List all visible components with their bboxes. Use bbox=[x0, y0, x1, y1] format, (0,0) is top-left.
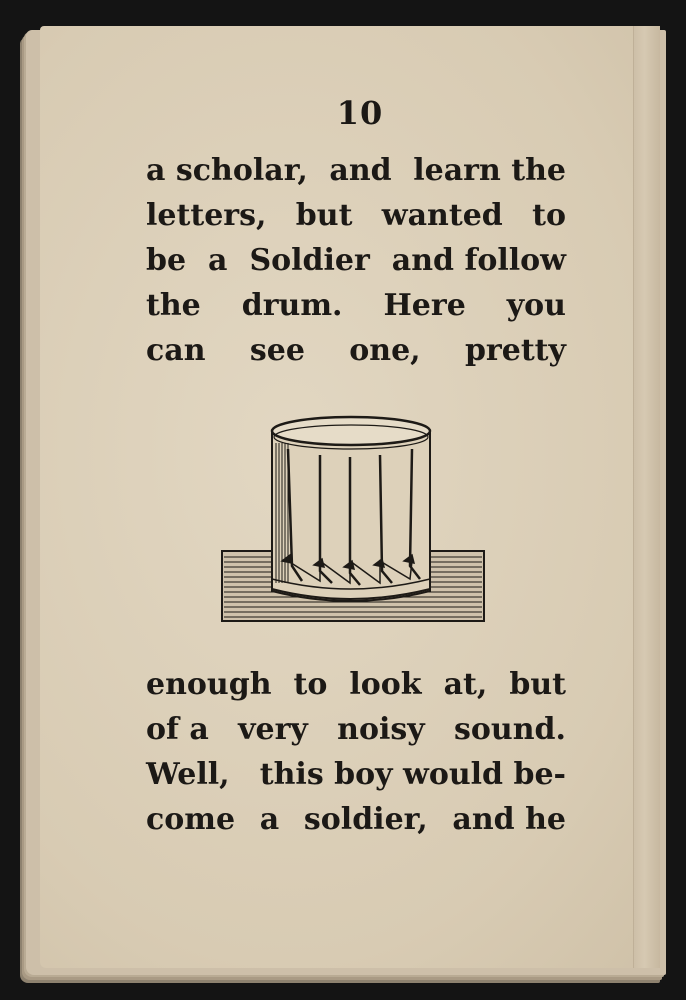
text-word: one, bbox=[349, 333, 421, 368]
text-word: but bbox=[295, 198, 353, 233]
text-word: and he bbox=[452, 802, 566, 837]
text-word: but bbox=[509, 667, 566, 702]
drum-woodcut-icon bbox=[220, 411, 486, 633]
text-word: noisy bbox=[337, 712, 425, 747]
text-word: very bbox=[238, 712, 308, 747]
text-line bbox=[146, 283, 566, 328]
text-word: to bbox=[293, 667, 328, 702]
text-line bbox=[146, 707, 566, 752]
text-word: learn the bbox=[413, 153, 566, 188]
text-word: look bbox=[349, 667, 422, 702]
text-word: letters, bbox=[146, 198, 267, 233]
text-word: sound. bbox=[454, 712, 566, 747]
text-line bbox=[146, 662, 566, 707]
text-word: a bbox=[259, 802, 280, 837]
text-line bbox=[146, 238, 566, 283]
text-word: come bbox=[146, 802, 236, 837]
text-word: to bbox=[532, 198, 566, 233]
text-block-top bbox=[146, 148, 566, 373]
text-line bbox=[146, 193, 566, 238]
text-word: Here bbox=[383, 288, 466, 323]
text-word: Soldier bbox=[249, 243, 370, 278]
text-word: see bbox=[249, 333, 305, 368]
text-word: Well, bbox=[146, 757, 230, 792]
text-word: the bbox=[146, 288, 201, 323]
text-line bbox=[146, 797, 566, 842]
book-page bbox=[40, 26, 660, 968]
text-word: be bbox=[146, 243, 187, 278]
text-word: can bbox=[146, 333, 206, 368]
text-word: wanted bbox=[381, 198, 503, 233]
text-word: and bbox=[329, 153, 392, 188]
text-word: this boy would be- bbox=[259, 757, 566, 792]
text-word: you bbox=[506, 288, 566, 323]
text-line bbox=[146, 328, 566, 373]
book-gutter bbox=[633, 26, 660, 968]
text-word: and follow bbox=[391, 243, 566, 278]
text-word: at, bbox=[443, 667, 488, 702]
drum-body bbox=[272, 417, 430, 601]
text-word: soldier, bbox=[303, 802, 428, 837]
text-word: of a bbox=[146, 712, 209, 747]
text-word: drum. bbox=[241, 288, 343, 323]
text-word: a bbox=[208, 243, 228, 278]
text-block-bottom bbox=[146, 662, 566, 842]
text-line bbox=[146, 752, 566, 797]
text-word: pretty bbox=[464, 333, 566, 368]
text-word: a scholar, bbox=[146, 153, 308, 188]
page-number: 10 bbox=[336, 94, 384, 132]
text-word: enough bbox=[146, 667, 272, 702]
text-line bbox=[146, 148, 566, 193]
